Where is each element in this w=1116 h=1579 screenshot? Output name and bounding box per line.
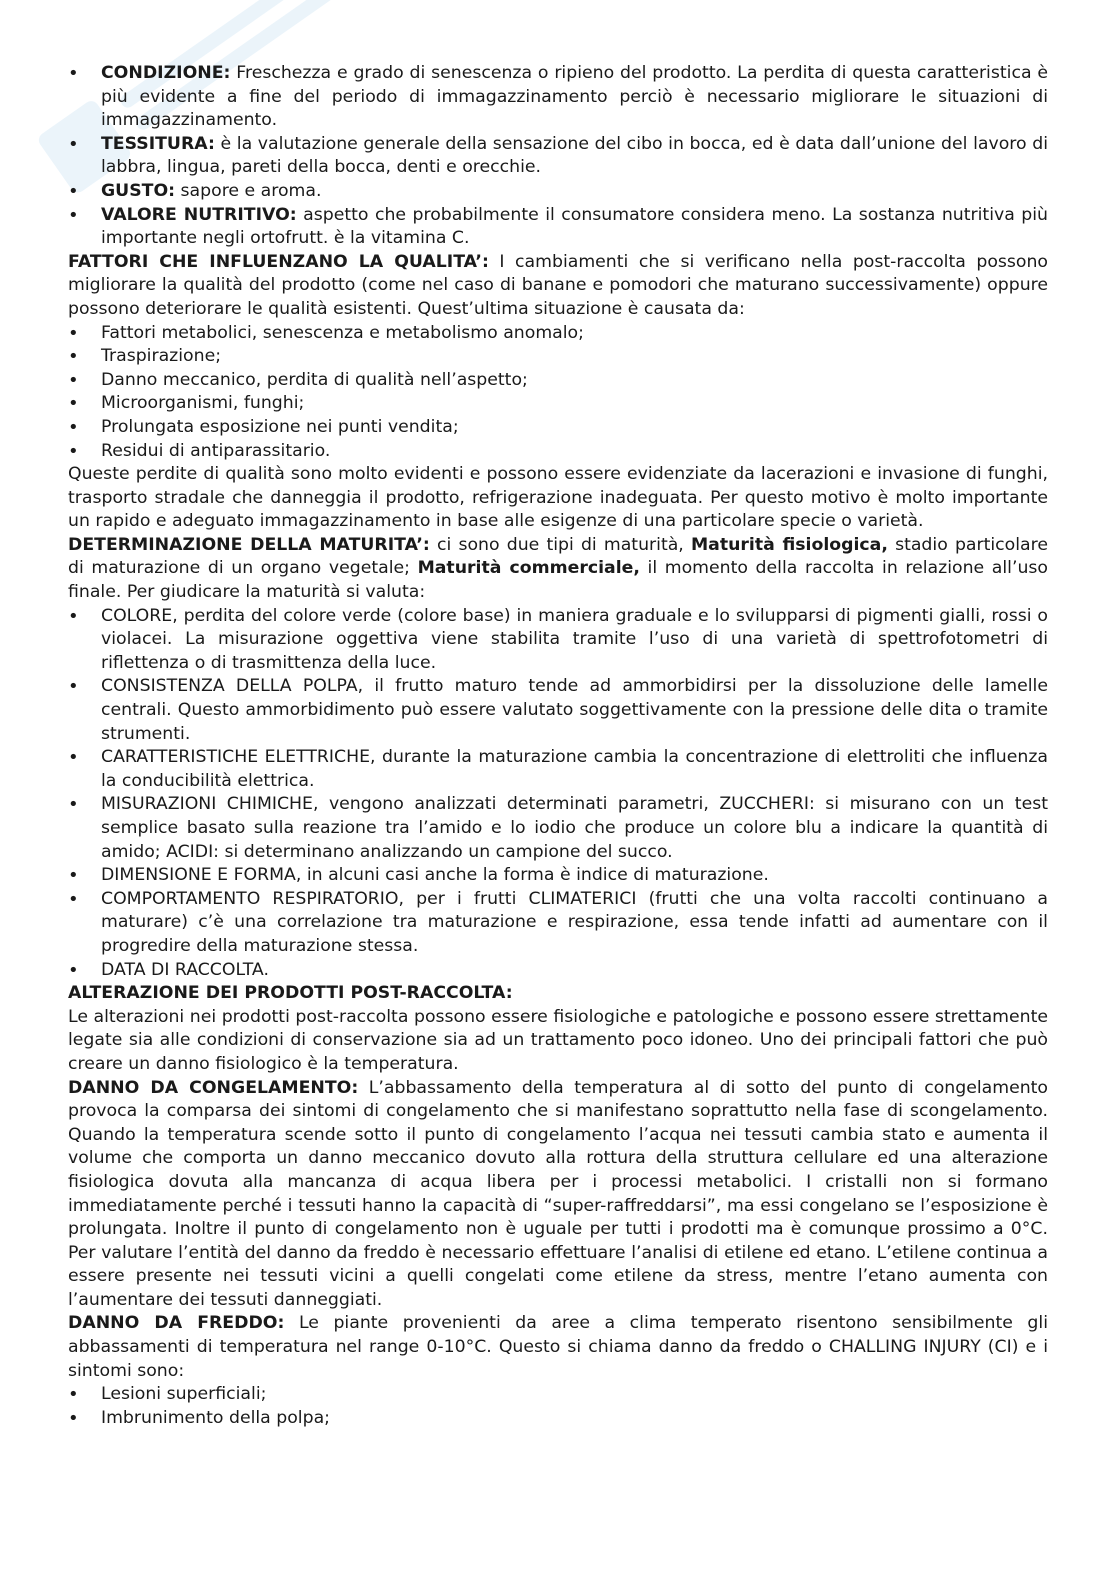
- list-item: • DATA DI RACCOLTA.: [68, 959, 1048, 983]
- list-item: • COLORE, perdita del colore verde (colore base) in maniera graduale e lo svilupparsi di pigmenti gialli, rossi o violacei. La misurazione oggettiva viene stabilita tramite l’uso di una varietà di spettrofotometri di riflettenza o di trasmittenza della luce.: [68, 605, 1048, 676]
- maturita-list: [68, 605, 1048, 983]
- list-item: • MISURAZIONI CHIMICHE, vengono analizzati determinati parametri, ZUCCHERI: si misurano con un test semplice basato sulla reazione tra l’amido e lo iodio che produce un colore blu a indicare la quantità di amido; ACIDI: si determinano analizzando un campione del succo.: [68, 793, 1048, 864]
- list-item: • Traspirazione;: [68, 345, 1048, 369]
- list-item: • CONDIZIONE: Freschezza e grado di senescenza o ripieno del prodotto. La perdita di questa caratteristica è più evidente a fine del periodo di immagazzinamento perciò è necessario migliorare le situazioni di immagazzinamento.: [68, 62, 1048, 133]
- freddo-list: [68, 1383, 1048, 1430]
- fattori-paragraph: FATTORI CHE INFLUENZANO LA QUALITA’: I cambiamenti che si verificano nella post-raccolta possono migliorare la qualità del prodotto (come nel caso di banane e pomodori che maturano successivamente) oppure possono deteriorare le qualità esistenti. Quest’ultima situazione è causata da:: [68, 251, 1049, 319]
- fattori-heading: FATTORI CHE INFLUENZANO LA QUALITA’:: [68, 251, 489, 272]
- list-item: • DIMENSIONE E FORMA, in alcuni casi anche la forma è indice di maturazione.: [68, 864, 1048, 888]
- freddo-paragraph: DANNO DA FREDDO: Le piante provenienti da aree a clima temperato risentono sensibilmente gli abbassamenti di temperatura nel range 0-10°C. Questo si chiama danno da freddo o CHALLING INJURY (CI) e i sintomi sono:: [68, 1313, 1048, 1381]
- fattori-list: [68, 322, 1048, 464]
- list-item: • Fattori metabolici, senescenza e metabolismo anomalo;: [68, 322, 1048, 346]
- list-item: • Microorganismi, funghi;: [68, 392, 1048, 416]
- congelamento-paragraph: DANNO DA CONGELAMENTO: L’abbassamento della temperatura al di sotto del punto di congelamento provoca la comparsa dei sintomi di congelamento che si manifestano soprattutto nella fase di scongelamento. Quando la temperatura scende sotto il punto di congelamento l’acqua nei tessuti cambia stato e aumenta il volume che comporta un danno meccanico dovuto alla rottura della struttura cellulare ed una alterazione fisiologica dovuta alla mancanza di acqua libera per i processi metabolici. I cristalli non si formano immediatamente perché i tessuti hanno la capacità di “super-raffreddarsi”, ma essi congelano se l’esposizione è prolungata. Inoltre il punto di congelamento non è uguale per tutti i prodotti ma è comunque prossimo a 0°C. Per valutare l’entità del danno da freddo è necessario effettuare l’analisi di etilene ed etano. L’etilene continua a essere presente nei tessuti vicini a quelli congelati come etilene da stress, mentre l’etano aumenta con l’aumentare dei tessuti danneggiati.: [68, 1077, 1049, 1310]
- list-item: • Residui di antiparassitario.: [68, 440, 1048, 464]
- list-item: • GUSTO: sapore e aroma.: [68, 180, 1048, 204]
- freddo-heading: DANNO DA FREDDO:: [68, 1313, 285, 1334]
- congelamento-heading: DANNO DA CONGELAMENTO:: [68, 1077, 359, 1098]
- list-item: • VALORE NUTRITIVO: aspetto che probabilmente il consumatore considera meno. La sostanza nutritiva più importante negli ortofrutt. è la vitamina C.: [68, 204, 1048, 251]
- list-item: • Danno meccanico, perdita di qualità nell’aspetto;: [68, 369, 1048, 393]
- alterazione-paragraph: Le alterazioni nei prodotti post-raccolta possono essere fisiologiche e patologiche e possono essere strettamente legate sia alle condizioni di conservazione sia ad un trattamento poco idoneo. Uno dei principali fattori che può creare un danno fisiologico è la temperatura.: [68, 1006, 1048, 1074]
- list-item: • Imbrunimento della polpa;: [68, 1407, 1048, 1431]
- fattori-closing-paragraph: Queste perdite di qualità sono molto evidenti e possono essere evidenziate da lacerazioni e invasione di funghi, trasporto stradale che danneggia il prodotto, refrigerazione inadeguata. Per questo motivo è molto importante un rapido e adeguato immagazzinamento in base alle esigenze di una particolare specie o varietà.: [68, 464, 1048, 532]
- list-item: • CONSISTENZA DELLA POLPA, il frutto maturo tende ad ammorbidirsi per la dissoluzione delle lamelle centrali. Questo ammorbidimento può essere valutato soggettivamente con la pressione delle dita o tramite strumenti.: [68, 675, 1048, 746]
- list-item: • CARATTERISTICHE ELETTRICHE, durante la maturazione cambia la concentrazione di elettroliti che influenza la conducibilità elettrica.: [68, 746, 1048, 793]
- list-item: • Lesioni superficiali;: [68, 1383, 1048, 1407]
- maturita-heading: DETERMINAZIONE DELLA MATURITA’:: [68, 534, 430, 555]
- list-item: • Prolungata esposizione nei punti vendita;: [68, 416, 1048, 440]
- quality-attributes-list: [68, 62, 1048, 251]
- document-content: [68, 62, 1048, 1430]
- list-item: • COMPORTAMENTO RESPIRATORIO, per i frutti CLIMATERICI (frutti che una volta raccolti continuano a maturare) c’è una correlazione tra maturazione e respirazione, essa tende infatti ad aumentare con il progredire della maturazione stessa.: [68, 888, 1048, 959]
- list-item: • TESSITURA: è la valutazione generale della sensazione del cibo in bocca, ed è data dall’unione del lavoro di labbra, lingua, pareti della bocca, denti e orecchie.: [68, 133, 1048, 180]
- alterazione-heading: ALTERAZIONE DEI PRODOTTI POST-RACCOLTA:: [68, 983, 513, 1004]
- maturita-paragraph: DETERMINAZIONE DELLA MATURITA’: ci sono due tipi di maturità, Maturità fisiologica, stadio particolare di maturazione di un organo vegetale; Maturità commerciale, il momento della raccolta in relazione all’uso finale. Per giudicare la maturità si valuta:: [68, 534, 1049, 603]
